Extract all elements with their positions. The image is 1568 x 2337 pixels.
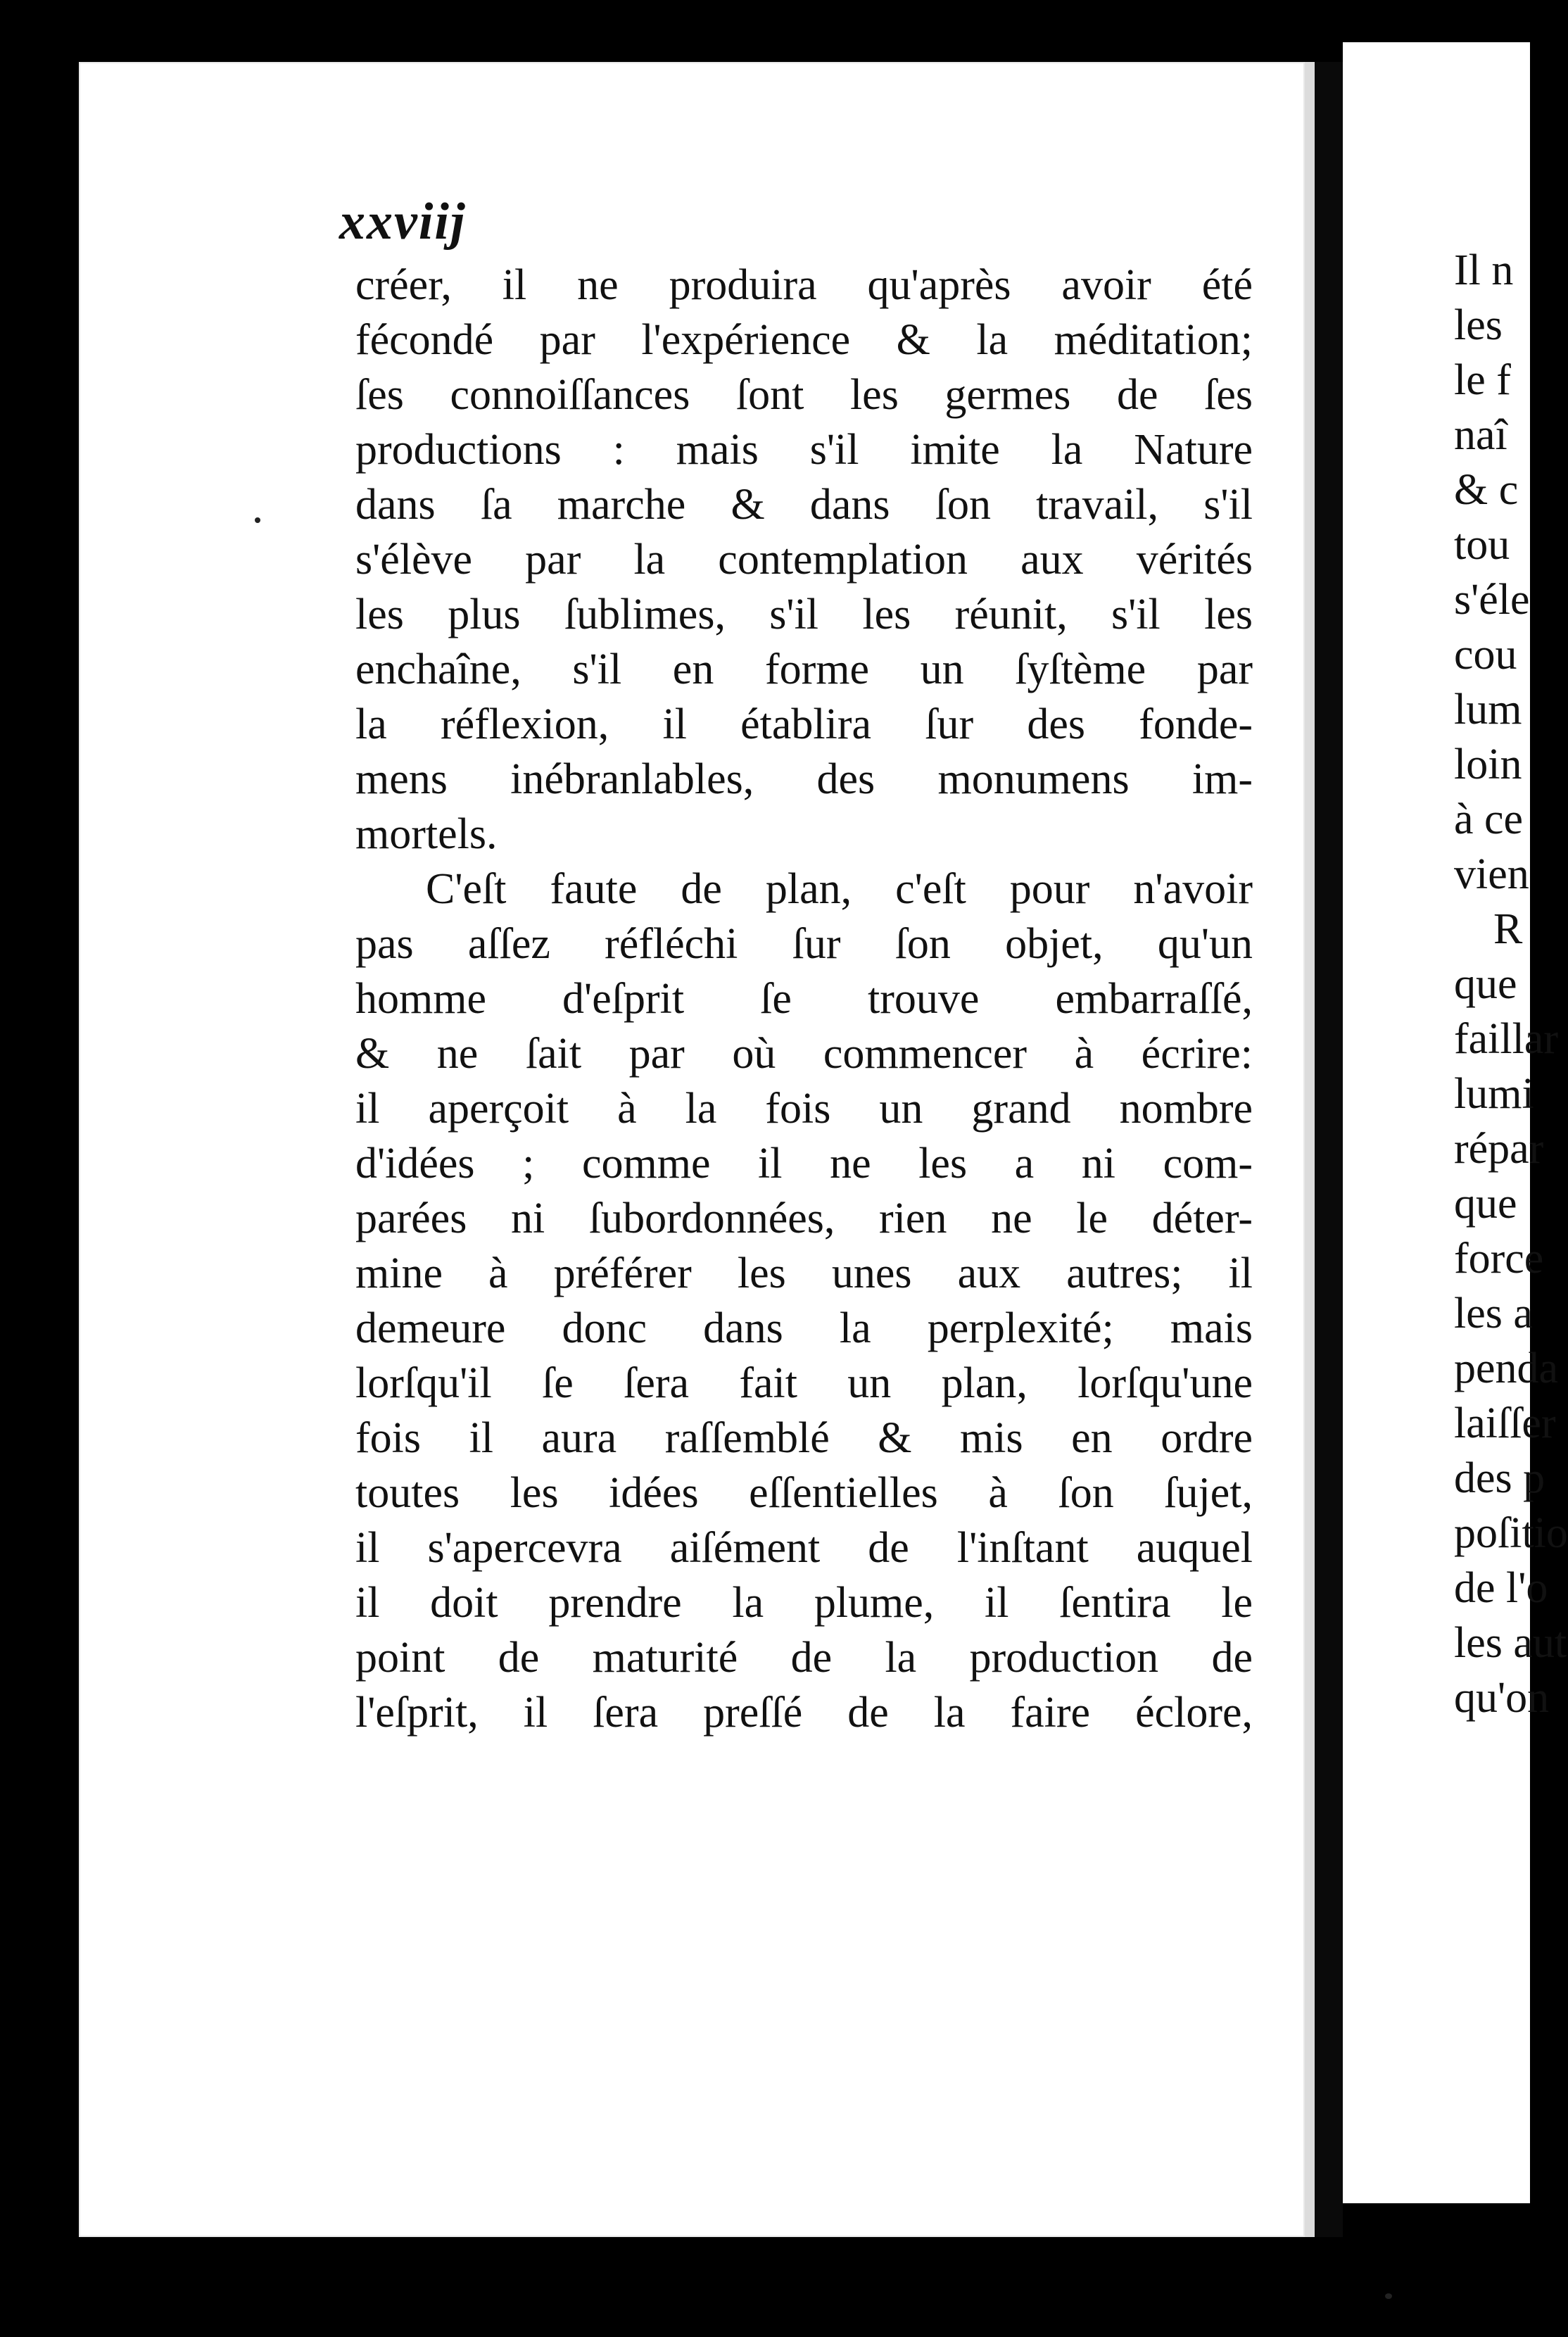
text-line: s'éle bbox=[1454, 576, 1530, 624]
text-line: pas aſſez réfléchi ſur ſon objet, qu'un bbox=[355, 920, 1253, 968]
text-line: il s'apercevra aiſément de l'inſtant auquel bbox=[355, 1524, 1253, 1572]
left-page-edge bbox=[1305, 62, 1315, 2237]
text-line: répar bbox=[1454, 1125, 1544, 1173]
page-number: xxviij bbox=[339, 193, 467, 251]
text-line: cou bbox=[1454, 631, 1517, 679]
text-line: enchaîne, s'il en forme un ſyſtème par bbox=[355, 645, 1253, 693]
text-line: productions : mais s'il imite la Nature bbox=[355, 426, 1253, 474]
text-line: fois il aura raſſemblé & mis en ordre bbox=[355, 1414, 1253, 1462]
text-line: parées ni ſubordonnées, rien ne le déter- bbox=[355, 1195, 1253, 1242]
text-line: poſitio bbox=[1454, 1509, 1568, 1557]
text-line: force bbox=[1454, 1235, 1544, 1283]
text-line: il aperçoit à la fois un grand nombre bbox=[355, 1085, 1253, 1133]
text-line: d'idées ; comme il ne les a ni com- bbox=[355, 1140, 1253, 1188]
ink-speck bbox=[255, 517, 260, 523]
text-line: penda bbox=[1454, 1344, 1559, 1392]
text-line: le f bbox=[1454, 356, 1511, 404]
text-line: & c bbox=[1454, 466, 1519, 514]
text-line: naî bbox=[1454, 411, 1507, 459]
text-line: tou bbox=[1454, 521, 1510, 569]
text-line: faillar bbox=[1454, 1015, 1559, 1063]
text-line: Il n bbox=[1454, 246, 1514, 294]
text-line: que bbox=[1454, 1180, 1517, 1228]
text-line: de l'o bbox=[1454, 1564, 1548, 1612]
text-line: laiſſer bbox=[1454, 1399, 1556, 1447]
text-line: point de maturité de la production de bbox=[355, 1634, 1253, 1682]
left-page-text bbox=[355, 258, 1253, 1740]
text-line: homme d'eſprit ſe trouve embarraſſé, bbox=[355, 975, 1253, 1023]
text-line: des p bbox=[1454, 1454, 1545, 1502]
text-line: s'élève par la contemplation aux vérités bbox=[355, 536, 1253, 584]
text-line: lorſqu'il ſe ſera fait un plan, lorſqu'une bbox=[355, 1359, 1253, 1407]
text-line: demeure donc dans la perplexité; mais bbox=[355, 1304, 1253, 1352]
text-line: l'eſprit, il ſera preſſé de la faire éclore, bbox=[355, 1689, 1253, 1737]
text-line: R bbox=[1493, 905, 1523, 953]
text-line: il doit prendre la plume, il ſentira le bbox=[355, 1579, 1253, 1627]
text-line: vien bbox=[1454, 850, 1529, 898]
text-line: la réflexion, il établira ſur des fonde- bbox=[355, 700, 1253, 748]
text-line: les bbox=[1454, 301, 1503, 349]
text-line: toutes les idées eſſentielles à ſon ſujet, bbox=[355, 1469, 1253, 1517]
text-line: C'eſt faute de plan, c'eſt pour n'avoir bbox=[426, 865, 1253, 913]
text-line: à ce bbox=[1454, 795, 1524, 843]
text-line: & ne ſait par où commencer à écrire: bbox=[355, 1030, 1253, 1078]
ink-speck bbox=[1385, 2293, 1392, 2299]
text-line: les aut bbox=[1454, 1619, 1567, 1667]
text-line: lum bbox=[1454, 686, 1522, 733]
text-line: dans ſa marche & dans ſon travail, s'il bbox=[355, 481, 1253, 529]
book-gutter bbox=[1315, 62, 1343, 2237]
text-line: que bbox=[1454, 960, 1517, 1008]
right-page-text-clip bbox=[1343, 42, 1568, 2203]
text-line: ſes connoiſſances ſont les germes de ſes bbox=[355, 371, 1253, 419]
text-line: qu'on bbox=[1454, 1674, 1550, 1722]
text-line: fécondé par l'expérience & la méditation; bbox=[355, 316, 1253, 364]
text-line: loin bbox=[1454, 741, 1522, 788]
text-line: les a bbox=[1454, 1290, 1533, 1337]
right-page-text bbox=[1454, 243, 1568, 1725]
text-line: mortels. bbox=[355, 810, 498, 858]
text-line: mens inébranlables, des monumens im- bbox=[355, 755, 1253, 803]
text-line: mine à préférer les unes aux autres; il bbox=[355, 1249, 1253, 1297]
text-line: créer, il ne produira qu'après avoir été bbox=[355, 261, 1253, 309]
text-line: les plus ſublimes, s'il les réunit, s'il les bbox=[355, 591, 1253, 638]
text-line: lumi bbox=[1454, 1070, 1534, 1118]
